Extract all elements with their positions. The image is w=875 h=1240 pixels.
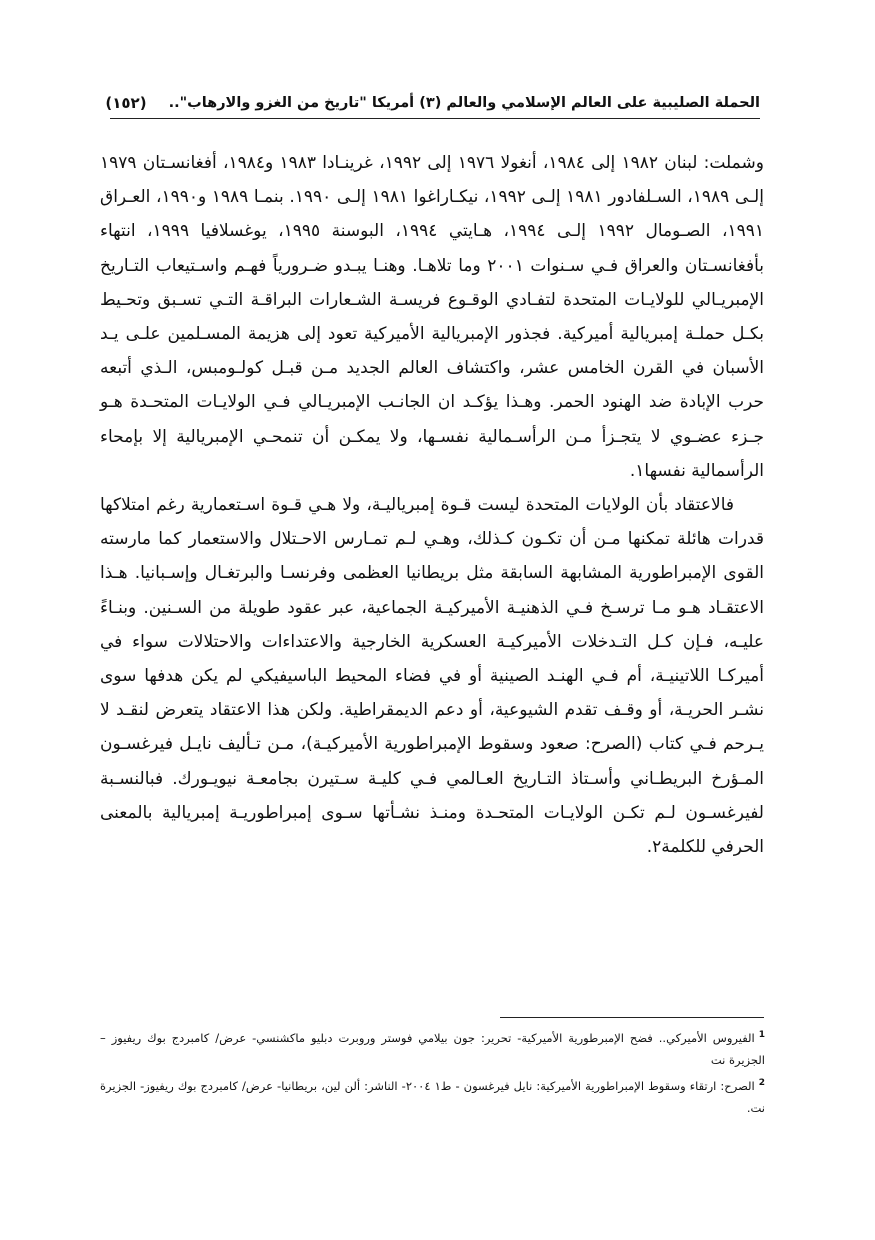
page-header: [105, 88, 760, 119]
footnote-2-number: 2: [758, 1077, 766, 1088]
footnote-2-text: الصرح: ارتقاء وسقوط الإمبراطورية الأميركية: نايل فيرغسون - ط١ ٢٠٠٤- الناشر: ألن لين، بريطانيا- عرض/ كامبردج بوك ريفيوز- الجزيرة نت.: [100, 1078, 765, 1116]
footnote-2: [100, 1072, 765, 1120]
footnote-separator: [500, 1017, 764, 1018]
body-text: [100, 146, 764, 864]
footnote-1-text: الفيروس الأميركي.. فضح الإمبرطورية الأميركية- تحرير: جون بيلامي فوستر وروبرت دبليو ماكشنسي- عرض/ كامبردج بوك ريفيوز – الجزيرة نت: [100, 1030, 765, 1068]
footnotes: [100, 1024, 765, 1120]
header-title: الحملة الصليبية على العالم الإسلامي والعالم (٣) أمريكا "تاريخ من الغزو والارهاب"..: [168, 95, 760, 111]
footnote-1-number: 1: [758, 1030, 765, 1040]
paragraph-2: فالاعتقاد بأن الولايات المتحدة ليست قـوة إمبرياليـة، ولا هـي قـوة اسـتعمارية رغم امتلاكها قدرات هائلة تمكنها مـن أن تكـون كـذلك، وهـي لـم تمـارس الاحـتلال والاستعمار كما مارسته القوى الإمبراطورية المشابهة السابقة مثل بريطانيا العظمى وفرنسـا والبرتغـال وإسـبانيا. هـذا الاعتقـاد هـو مـا ترسـخ فـي الذهنيـة الأميركيـة الجماعية، عبر عقود طويلة من السـنين. وبنـاءً عليـه، فـإن كـل التـدخلات الأميركيـة العسكرية الخارجية والاعتداءات والاحتلالات سواء في أميركـا اللاتينيـة، أم فـي الهنـد الصينية أو في فضاء المحيط الباسيفيكي لم يكن هدفها سوى نشـر الحريـة، أو وقـف تقدم الشيوعية، أو دعم الديمقراطية. ولكن هذا الاعتقاد يتعرض لنقـد لا يـرحم فـي كتاب (الصرح: صعود وسقوط الإمبراطورية الأميركيـة)، مـن تـأليف نايـل فيرغسـون المـؤرخ البريطـاني وأسـتاذ التـاريخ العـالمي فـي كليـة سـتيرن بجامعـة نيويـورك. فبالنسـبة لفيرغسـون لـم تكـن الولايـات المتحـدة ومنـذ نشـأتها سـوى إمبراطوريـة إمبريالية بالمعنى الحرفي للكلمة٢.: [100, 495, 764, 858]
paragraph-1: وشملت: لبنان ١٩٨٢ إلى ١٩٨٤، أنغولا ١٩٧٦ إلى ١٩٩٢، غرينـادا ١٩٨٣ و١٩٨٤، أفغانسـتان ١٩٧٩ إلـى ١٩٨٩، السـلفادور ١٩٨١ إلـى ١٩٩٢، نيكـاراغوا ١٩٨١ إلـى ١٩٩٠. بنمـا ١٩٨٩ و١٩٩٠، العـراق ١٩٩١، الصـومال ١٩٩٢ إلـى ١٩٩٤، هـايتي ١٩٩٤، البوسنة ١٩٩٥، يوغسلافيا ١٩٩٩، انتهاء بأفغانسـتان والعراق فـي سـنوات ٢٠٠١ وما تلاهـا. وهنـا يبـدو ضـرورياً فهـم واسـتيعاب التـاريخ الإمبريـالي للولايـات المتحدة لتفـادي الوقـوع فريسـة الشـعارات البراقـة التـي تسـبق وتحـيط بكـل حملـة إمبريالية أميركية. فجذور الإمبريالية الأميركية تعود إلى هزيمة المسـلمين علـى يـد الأسبان في القرن الخامس عشر، واكتشاف العالم الجديد مـن قبـل كولـومبس، الـذي أتبعه حرب الإبادة ضد الهنود الحمر. وهـذا يؤكـد ان الجانـب الإمبريـالي فـي الولايـات المتحـدة هـو جـزء عضـوي لا يتجـزأ مـن الرأسـمالية نفسـها، ولا يمكـن أن تنمحـي الإمبريالية إلا بإمحاء الرأسمالية نفسها١.: [100, 153, 764, 481]
page-number: (١٥٢): [105, 94, 147, 112]
footnote-1: [100, 1024, 765, 1072]
